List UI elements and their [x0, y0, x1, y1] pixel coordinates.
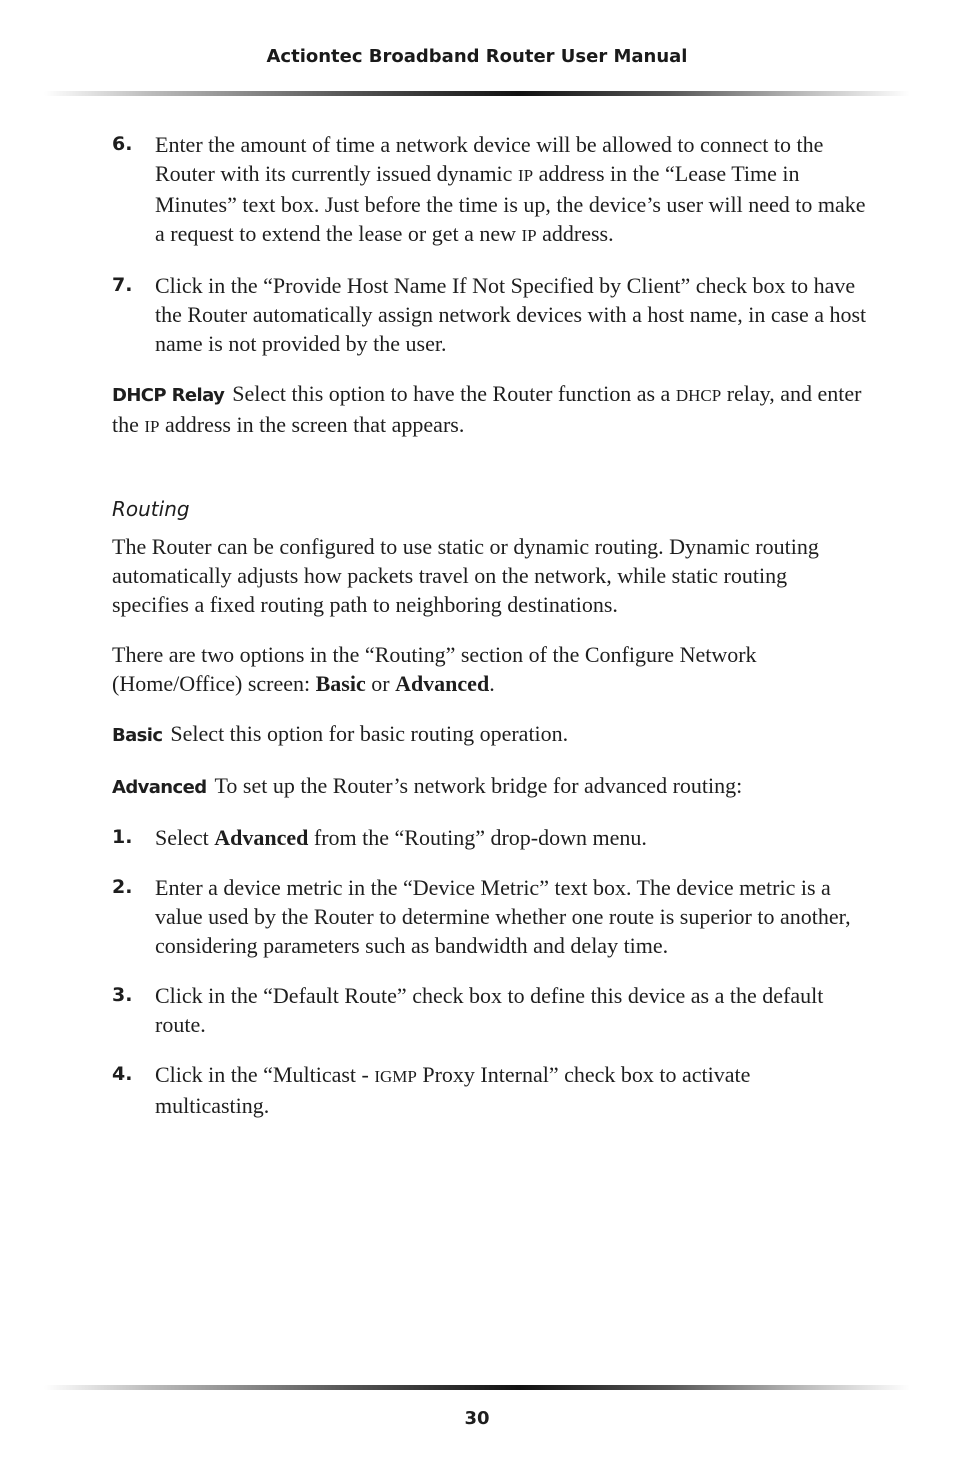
step-text: Click in the “Multicast - IGMP Proxy Internal” check box to activate multicasting. [155, 1062, 751, 1118]
step-number: 4. [112, 1063, 133, 1085]
step-number: 2. [112, 876, 133, 898]
dhcp-relay-term: DHCP Relay [112, 385, 225, 406]
routing-options-paragraph: There are two options in the “Routing” section of the Configure Network (Home/Office) screen: Basic or Advanced. [112, 642, 757, 696]
basic-paragraph: Basic Select this option for basic routing operation. [112, 721, 569, 746]
routing-step-4 [112, 1060, 868, 1120]
step-number: 3. [112, 984, 133, 1006]
step-text: Enter a device metric in the “Device Metric” text box. The device metric is a value used by the Router to determine whether one route is superior to another, considering parameters such as bandwidth and delay time. [155, 875, 851, 958]
step-text: Click in the “Default Route” check box to define this device as a the default route. [155, 983, 824, 1037]
footer-divider [44, 1385, 910, 1390]
routing-intro: The Router can be configured to use static or dynamic routing. Dynamic routing automatically adjusts how packets travel on the network, while static routing specifies a fixed routing path to neighboring destinations. [112, 534, 819, 617]
dhcp-relay-paragraph: DHCP Relay Select this option to have the Router function as a DHCP relay, and enter the IP address in the screen that appears. [112, 381, 862, 437]
advanced-term: Advanced [112, 777, 207, 798]
dhcp-step-7 [112, 271, 868, 358]
dhcp-step-6 [112, 130, 868, 250]
advanced-paragraph: Advanced To set up the Router’s network bridge for advanced routing: [112, 773, 743, 798]
header-title: Actiontec Broadband Router User Manual [266, 46, 688, 67]
step-number: 6. [112, 133, 133, 155]
step-number: 1. [112, 826, 133, 848]
step-text: Enter the amount of time a network device will be allowed to connect to the Router with its currently issued dynamic IP address in the “Lease Time in Minutes” text box. Just before the time is up, the device’s user will need to make a request to extend the lease or get a new IP address. [155, 132, 866, 246]
routing-heading: Routing [112, 497, 190, 521]
step-text: Select Advanced from the “Routing” drop-down menu. [155, 825, 647, 850]
header-divider [44, 91, 910, 96]
routing-step-2 [112, 873, 868, 960]
page-content [112, 130, 868, 1141]
step-number: 7. [112, 274, 133, 296]
routing-step-1 [112, 823, 868, 852]
step-text: Click in the “Provide Host Name If Not Specified by Client” check box to have the Router automatically assign network devices with a host name, in case a host name is not provided by the user. [155, 273, 867, 356]
routing-step-3 [112, 981, 868, 1039]
page-number: 30 [464, 1408, 490, 1429]
basic-term: Basic [112, 725, 163, 746]
